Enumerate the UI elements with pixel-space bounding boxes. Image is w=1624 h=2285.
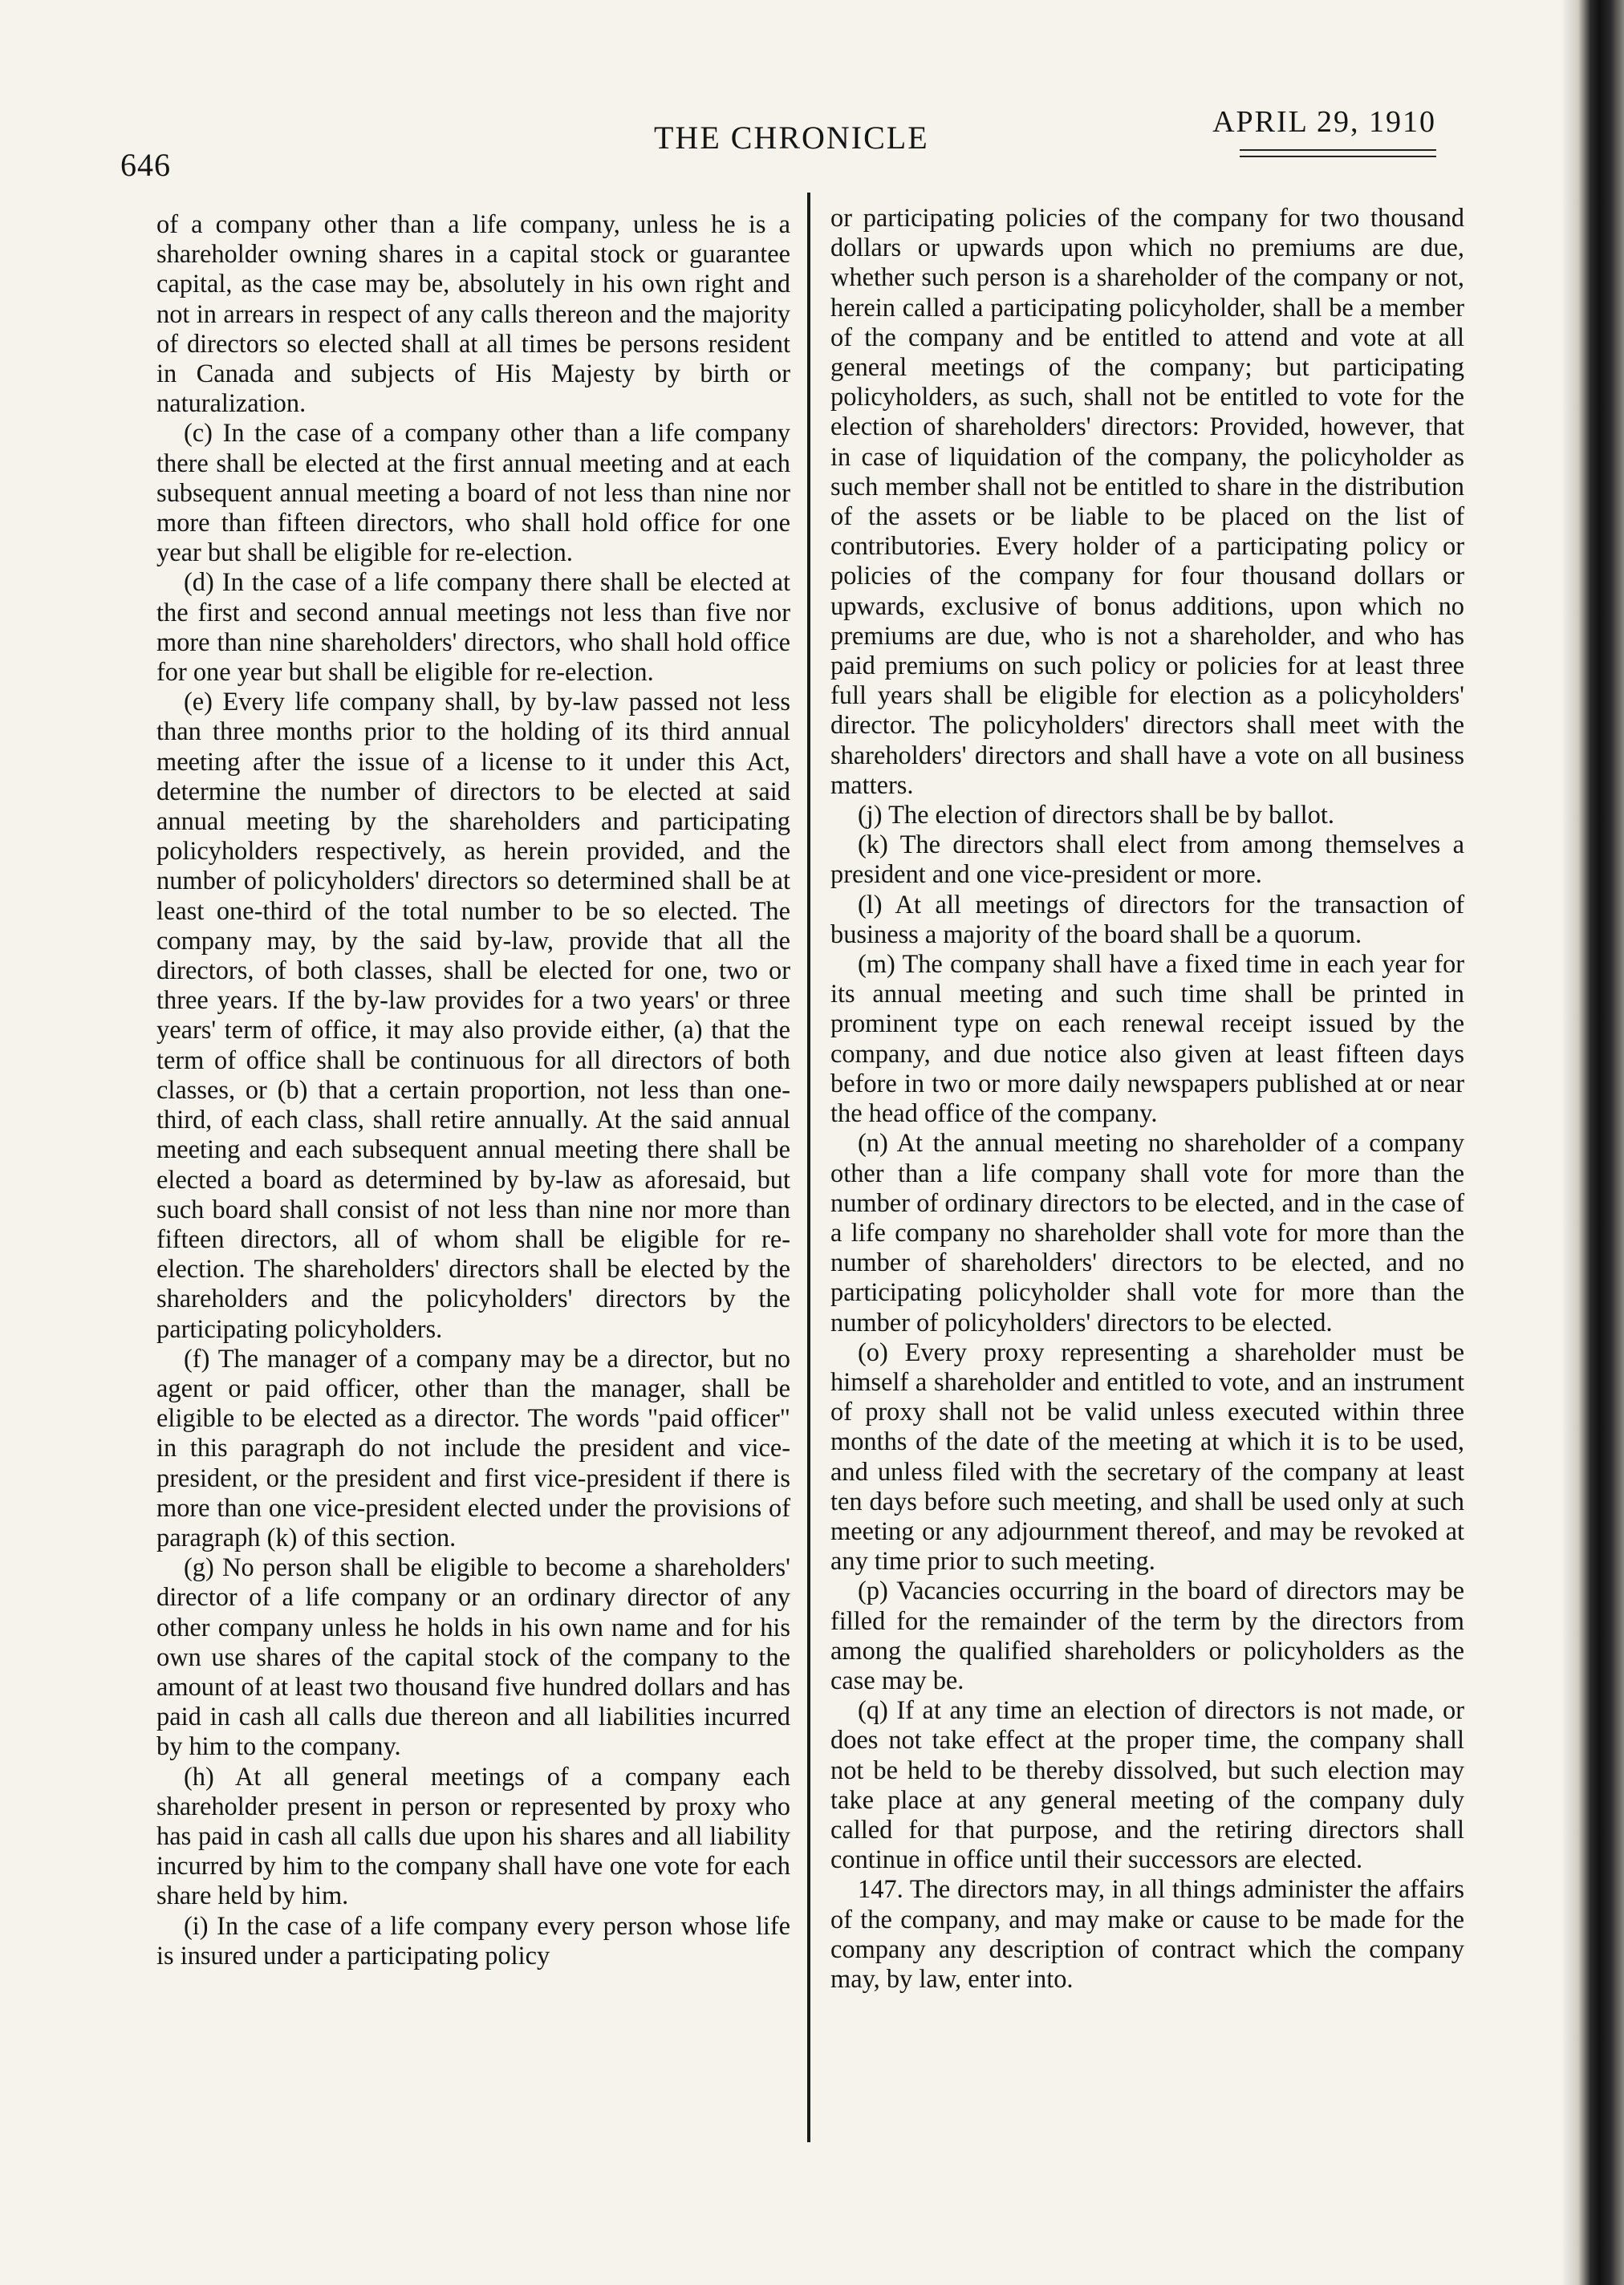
paragraph-j: (j) The election of directors shall be by ballot. [858, 801, 1334, 830]
section-147: 147. The directors may, in all things administer the affairs of the company, and may make or cause to be made for the company any description of contract which the company may, by law, enter into. [830, 1875, 1464, 1994]
paragraph-e: (e) Every life company shall, by by-law passed not less than three months prior to the holding of its third annual meeting after the issue of a license to it under this Act, determine the number of directors to be elected at said annual meeting by the shareholders and participating policyholders respectively, as herein provided, and the number of policyholders' directors so determined shall be at least one-third of the total number to be so elected. The company may, by the said by-law, provide that all the directors, of both classes, shall be elected for one, two or three years. If the by-law provides for a two years' or three years' term of office, it may also provide either, (a) that the term of office shall be continuous for all directors of both classes, or (b) that a certain proportion, not less than one-third, of each class, shall retire annually. At the said annual meeting and each subsequent annual meeting there shall be elected a board as determined by by-law as aforesaid, but such board shall consist of not less than nine nor more than fifteen directors, all of whom shall be eligible for re-election. The shareholders' directors shall be elected by the shareholders and the policyholders' directors by the participating policyholders. [156, 688, 790, 1344]
journal-title: THE CHRONICLE [654, 120, 929, 156]
date-rule [1240, 149, 1436, 157]
paragraph-m: (m) The company shall have a fixed time in each year for its annual meeting and such time shall be printed in prominent type on each renewal receipt issued by the company, and due notice also given at least fifteen days before in two or more daily newspapers published at or near the head office of the company. [830, 950, 1464, 1129]
issue-date: APRIL 29, 1910 [1212, 105, 1436, 139]
paragraph-q: (q) If at any time an election of directors is not made, or does not take effect at the proper time, the company shall not be held to be thereby dissolved, but such election may take place at any general meeting of the company duly called for that purpose, and the retiring directors shall continue in office until their successors are elected. [830, 1696, 1464, 1875]
left-column [156, 210, 790, 1971]
paragraph-f: (f) The manager of a company may be a director, but no agent or paid officer, other than the manager, shall be eligible to be elected as a director. The words "paid officer" in this paragraph do not include the president and vice-president, or the president and first vice-president if there is more than one vice-president elected under the provisions of paragraph (k) of this section. [156, 1344, 790, 1552]
paragraph-i-continued: or participating policies of the company for two thousand dollars or upwards upon which no premiums are due, whether such person is a shareholder of the company or not, herein called a participating policyholder, shall be a member of the company and be entitled to attend and vote at all general meetings of the company; but participating policyholders, as such, shall not be entitled to vote for the election of shareholders' directors: Provided, however, that in case of liquidation of the company, the policyholder as such member shall not be entitled to share in the distribution of the assets or be liable to be placed on the list of contributories. Every holder of a participating policy or policies of the company for four thousand dollars or upwards, exclusive of bonus additions, upon which no premiums are due, who is not a shareholder, and who has paid premiums on such policy or policies for at least three full years shall be eligible for election as a policyholders' director. The policyholders' directors shall meet with the shareholders' directors and shall have a vote on all business matters. [830, 204, 1464, 800]
paragraph-c: (c) In the case of a company other than a life company there shall be elected at the first annual meeting and at each subsequent annual meeting a board of not less than nine nor more than fifteen directors, who shall hold office for one year but shall be eligible for re-election. [156, 419, 790, 568]
page-header [120, 104, 1436, 183]
paragraph-k: (k) The directors shall elect from among themselves a president and one vice-president or more. [830, 830, 1464, 890]
paragraph-o: (o) Every proxy representing a shareholder must be himself a shareholder and entitled to vote, and an instrument of proxy shall not be valid unless executed within three months of the date of the meeting at which it is to be used, and unless filed with the secretary of the company at least ten days before such meeting, and shall be used only at such meeting or any adjournment thereof, and may be revoked at any time prior to such meeting. [830, 1337, 1464, 1577]
binding-edge [1563, 0, 1624, 2285]
paragraph-n: (n) At the annual meeting no shareholder of a company other than a life company shall vote for more than the number of ordinary directors to be elected, and in the case of a life company no shareholder shall vote for more than the number of shareholders' directors to be elected, and no participating policyholder shall vote for more than the number of policyholders' directors to be elected. [830, 1129, 1464, 1337]
right-column [830, 204, 1464, 1995]
paragraph-d: (d) In the case of a life company there shall be elected at the first and second annual meetings not less than five nor more than nine shareholders' directors, who shall hold office for one year but shall be eligible for re-election. [156, 568, 790, 688]
paragraph-g: (g) No person shall be eligible to become a shareholders' director of a life company or an ordinary director of any other company unless he holds in his own name and for his own use shares of the capital stock of the company to the amount of at least two thousand five hundred dollars and has paid in cash all calls due thereon and all liabilities incurred by him to the company. [156, 1553, 790, 1762]
paragraph-h: (h) At all general meetings of a company each shareholder present in person or represented by proxy who has paid in cash all calls due upon his shares and all liability incurred by him to the company shall have one vote for each share held by him. [156, 1762, 790, 1911]
page-number: 646 [120, 147, 171, 183]
paragraph-p: (p) Vacancies occurring in the board of directors may be filled for the remainder of the term by the directors from among the qualified shareholders or policyholders as the case may be. [830, 1577, 1464, 1695]
paragraph-continuation: of a company other than a life company, unless he is a shareholder owning shares in a capital stock or guarantee capital, as the case may be, absolutely in his own right and not in arrears in respect of any calls thereon and the majority of directors so elected shall at all times be persons resident in Canada and subjects of His Majesty by birth or naturalization. [156, 210, 790, 419]
column-divider [807, 193, 810, 2142]
paragraph-i: (i) In the case of a life company every person whose life is insured under a participating policy [156, 1911, 790, 1970]
paragraph-l: (l) At all meetings of directors for the transaction of business a majority of the board shall be a quorum. [830, 890, 1464, 949]
